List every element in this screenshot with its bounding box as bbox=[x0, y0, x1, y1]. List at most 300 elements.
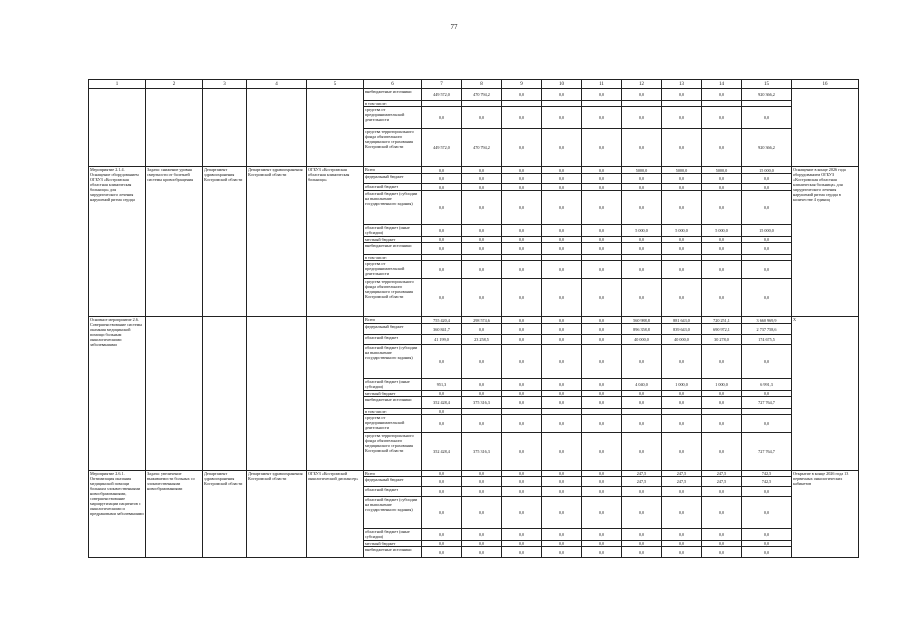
funding-value: 0,0 bbox=[742, 191, 792, 225]
funding-value: 0,0 bbox=[582, 487, 622, 497]
activity-col3: Департамент здравоохранения Костромской области bbox=[203, 471, 247, 558]
activity-col1 bbox=[89, 89, 146, 167]
funding-value: 470 794,2 bbox=[462, 129, 502, 167]
funding-value: 0,0 bbox=[582, 433, 622, 471]
column-number: 8 bbox=[462, 80, 502, 89]
funding-value: 0,0 bbox=[542, 397, 582, 409]
funding-value: 247,5 bbox=[702, 471, 742, 477]
funding-value: 0,0 bbox=[662, 243, 702, 255]
funding-value: 0,0 bbox=[502, 89, 542, 101]
funding-value: 0,0 bbox=[542, 379, 582, 391]
funding-value: 0,0 bbox=[622, 541, 662, 547]
funding-value: 30 278,0 bbox=[702, 335, 742, 345]
funding-value: 0,0 bbox=[422, 477, 462, 487]
funding-value: 1 000,0 bbox=[702, 379, 742, 391]
funding-value: 0,0 bbox=[502, 225, 542, 237]
activity-col5 bbox=[307, 89, 364, 167]
funding-value: 0,0 bbox=[422, 243, 462, 255]
column-number: 14 bbox=[702, 80, 742, 89]
funding-value: 0,0 bbox=[422, 279, 462, 317]
funding-value: 298 574,6 bbox=[462, 317, 502, 324]
expected-result: Х bbox=[792, 317, 859, 471]
funding-source-label: областной бюджет bbox=[364, 335, 422, 345]
activity-col3: Департамент здравоохранения Костромской области bbox=[203, 167, 247, 317]
funding-value: 0,0 bbox=[462, 225, 502, 237]
funding-value: 0,0 bbox=[582, 191, 622, 225]
funding-value: 0,0 bbox=[702, 529, 742, 541]
funding-value: 375 316,3 bbox=[462, 433, 502, 471]
funding-value: 0,0 bbox=[742, 184, 792, 191]
funding-value: 0,0 bbox=[582, 261, 622, 279]
funding-value: 0,0 bbox=[502, 397, 542, 409]
funding-value: 0,0 bbox=[582, 184, 622, 191]
funding-source-label: областной бюджет bbox=[364, 487, 422, 497]
funding-value: 0,0 bbox=[662, 345, 702, 379]
activity-col1: Мероприятие 2.6.1. Оптимизация оказания медицинской помощи больным злокачественными новообразованиями, совершенствование маршрутизации пациентов с онкологическими и предраковыми заболеваниями bbox=[89, 471, 146, 558]
activity-col4 bbox=[247, 89, 307, 167]
funding-value: 0,0 bbox=[422, 415, 462, 433]
funding-value: 0,0 bbox=[702, 89, 742, 101]
funding-value: 247,5 bbox=[702, 477, 742, 487]
funding-value: 247,5 bbox=[662, 471, 702, 477]
funding-value: 951,3 bbox=[422, 379, 462, 391]
funding-source-label: Всего bbox=[364, 471, 422, 477]
funding-value: 0,0 bbox=[422, 391, 462, 397]
funding-source-label: средства от предпринимательской деятельности bbox=[364, 107, 422, 129]
funding-value: 174 675,5 bbox=[742, 335, 792, 345]
funding-value: 0,0 bbox=[502, 237, 542, 243]
funding-value: 0,0 bbox=[582, 174, 622, 184]
funding-value: 0,0 bbox=[462, 477, 502, 487]
funding-value: 0,0 bbox=[622, 487, 662, 497]
funding-value: 0,0 bbox=[742, 541, 792, 547]
funding-value: 0,0 bbox=[422, 174, 462, 184]
funding-value: 0,0 bbox=[502, 317, 542, 324]
funding-value: 0,0 bbox=[542, 184, 582, 191]
funding-source-label: областной бюджет bbox=[364, 184, 422, 191]
funding-value: 0,0 bbox=[422, 261, 462, 279]
funding-value: 0,0 bbox=[502, 243, 542, 255]
funding-source-label: средства территориального фонда обязательного медицинского страхования Костромской области bbox=[364, 279, 422, 317]
funding-value: 0,0 bbox=[622, 129, 662, 167]
funding-value: 0,0 bbox=[502, 415, 542, 433]
activity-col4 bbox=[247, 317, 307, 471]
funding-value: 0,0 bbox=[542, 497, 582, 529]
funding-value: 0,0 bbox=[702, 107, 742, 129]
column-number: 16 bbox=[792, 80, 859, 89]
funding-value: 0,0 bbox=[702, 547, 742, 558]
funding-value: 470 794,2 bbox=[462, 89, 502, 101]
funding-value: 0,0 bbox=[742, 243, 792, 255]
funding-value: 0,0 bbox=[582, 279, 622, 317]
funding-value: 0,0 bbox=[622, 529, 662, 541]
funding-value: 5 000,0 bbox=[702, 225, 742, 237]
funding-value: 0,0 bbox=[422, 497, 462, 529]
funding-value: 6 991,3 bbox=[742, 379, 792, 391]
funding-value: 0,0 bbox=[622, 184, 662, 191]
column-number: 6 bbox=[364, 80, 422, 89]
funding-value: 0,0 bbox=[502, 174, 542, 184]
funding-value: 0,0 bbox=[422, 541, 462, 547]
column-number: 5 bbox=[307, 80, 364, 89]
funding-value: 0,0 bbox=[582, 324, 622, 335]
funding-value: 0,0 bbox=[702, 129, 742, 167]
funding-value: 0,0 bbox=[502, 261, 542, 279]
funding-value: 742,5 bbox=[742, 471, 792, 477]
funding-value: 0,0 bbox=[702, 279, 742, 317]
funding-value: 0,0 bbox=[502, 129, 542, 167]
table-row bbox=[89, 89, 859, 101]
funding-value: 247,5 bbox=[622, 471, 662, 477]
funding-value: 0,0 bbox=[422, 471, 462, 477]
funding-value: 0,0 bbox=[422, 529, 462, 541]
funding-value: 0,0 bbox=[702, 243, 742, 255]
funding-value: 0,0 bbox=[462, 191, 502, 225]
funding-value: 0,0 bbox=[742, 391, 792, 397]
funding-value: 0,0 bbox=[462, 379, 502, 391]
funding-value: 0,0 bbox=[462, 415, 502, 433]
funding-value: 0,0 bbox=[662, 184, 702, 191]
funding-value: 0,0 bbox=[622, 397, 662, 409]
funding-value: 0,0 bbox=[422, 547, 462, 558]
funding-value: 3 660 969,9 bbox=[742, 317, 792, 324]
funding-value: 0,0 bbox=[542, 129, 582, 167]
funding-value: 0,0 bbox=[462, 243, 502, 255]
funding-value: 0,0 bbox=[542, 191, 582, 225]
column-number: 15 bbox=[742, 80, 792, 89]
funding-source-label: областной бюджет (иные субсидии) bbox=[364, 225, 422, 237]
funding-value: 0,0 bbox=[582, 237, 622, 243]
funding-value: 0,0 bbox=[622, 433, 662, 471]
funding-value: 0,0 bbox=[582, 167, 622, 174]
funding-value: 247,5 bbox=[662, 477, 702, 487]
funding-value: 0,0 bbox=[662, 279, 702, 317]
expected-result: Открытие в конце 2026 года 13 первичных онкологических кабинетов bbox=[792, 471, 859, 558]
funding-value: 0,0 bbox=[502, 335, 542, 345]
funding-value: 0,0 bbox=[542, 324, 582, 335]
funding-value: 0,0 bbox=[462, 345, 502, 379]
funding-value: 0,0 bbox=[662, 261, 702, 279]
funding-value: 0,0 bbox=[422, 184, 462, 191]
funding-value: 0,0 bbox=[502, 541, 542, 547]
funding-value: 0,0 bbox=[422, 191, 462, 225]
funding-value: 0,0 bbox=[542, 279, 582, 317]
funding-source-label: Всего bbox=[364, 317, 422, 324]
funding-source-label: федеральный бюджет bbox=[364, 324, 422, 335]
activity-col3 bbox=[203, 317, 247, 471]
funding-value: 0,0 bbox=[542, 541, 582, 547]
funding-value: 247,5 bbox=[622, 477, 662, 487]
funding-value: 0,0 bbox=[662, 174, 702, 184]
column-number: 2 bbox=[146, 80, 203, 89]
funding-value: 449 572,0 bbox=[422, 89, 462, 101]
funding-value: 0,0 bbox=[742, 174, 792, 184]
funding-value: 0,0 bbox=[742, 497, 792, 529]
funding-value: 0,0 bbox=[622, 174, 662, 184]
funding-value: 0,0 bbox=[662, 237, 702, 243]
column-number-row bbox=[89, 80, 859, 89]
funding-source-label: внебюджетные источники bbox=[364, 243, 422, 255]
funding-value: 0,0 bbox=[462, 237, 502, 243]
funding-value: 0,0 bbox=[422, 225, 462, 237]
funding-value: 0,0 bbox=[462, 261, 502, 279]
funding-value: 0,0 bbox=[502, 345, 542, 379]
activity-col2: Задача: снижение уровня смертности от болезней системы кровообращения bbox=[146, 167, 203, 317]
funding-value: 0,0 bbox=[542, 225, 582, 237]
funding-value: 0,0 bbox=[702, 541, 742, 547]
funding-value: 0,0 bbox=[742, 345, 792, 379]
funding-value: 0,0 bbox=[542, 433, 582, 471]
funding-source-label: местный бюджет bbox=[364, 391, 422, 397]
funding-value: 0,0 bbox=[622, 191, 662, 225]
funding-value: 720 251,1 bbox=[702, 317, 742, 324]
funding-source-label: в том числе: bbox=[364, 409, 422, 415]
funding-value: 0,0 bbox=[462, 279, 502, 317]
funding-value: 23 258,5 bbox=[462, 335, 502, 345]
funding-value: 40 000,0 bbox=[622, 335, 662, 345]
funding-source-label: внебюджетные источники bbox=[364, 89, 422, 101]
funding-value: 1 000,0 bbox=[662, 379, 702, 391]
activity-col1: Основное мероприятие 2.6. Совершенствование системы оказания медицинской помощи больным онкологическими заболеваниями bbox=[89, 317, 146, 471]
funding-value: 0,0 bbox=[702, 487, 742, 497]
funding-source-label: областной бюджет (субсидии на выполнение государственного задания) bbox=[364, 191, 422, 225]
column-number: 7 bbox=[422, 80, 462, 89]
funding-value: 0,0 bbox=[662, 107, 702, 129]
funding-value: 352 428,4 bbox=[422, 433, 462, 471]
funding-value: 360 841,7 bbox=[422, 324, 462, 335]
funding-value: 0,0 bbox=[422, 487, 462, 497]
funding-value: 0,0 bbox=[582, 477, 622, 487]
funding-value: 0,0 bbox=[422, 237, 462, 243]
funding-value: 0,0 bbox=[742, 279, 792, 317]
funding-value: 0,0 bbox=[622, 391, 662, 397]
funding-value: 0,0 bbox=[502, 487, 542, 497]
funding-value: 0,0 bbox=[462, 471, 502, 477]
funding-value: 2 737 758,6 bbox=[742, 324, 792, 335]
funding-value: 5000,0 bbox=[702, 167, 742, 174]
funding-value: 0,0 bbox=[542, 471, 582, 477]
funding-value: 0,0 bbox=[502, 279, 542, 317]
funding-value: 0,0 bbox=[542, 107, 582, 129]
funding-value: 0,0 bbox=[662, 529, 702, 541]
activity-col2 bbox=[146, 89, 203, 167]
funding-value: 0,0 bbox=[622, 107, 662, 129]
funding-source-label: внебюджетные источники bbox=[364, 547, 422, 558]
funding-value: 0,0 bbox=[702, 191, 742, 225]
funding-value: 0,0 bbox=[502, 391, 542, 397]
funding-value: 5 000,0 bbox=[662, 225, 702, 237]
funding-value: 0,0 bbox=[502, 107, 542, 129]
funding-value: 0,0 bbox=[582, 345, 622, 379]
funding-value: 0,0 bbox=[582, 471, 622, 477]
funding-value: 0,0 bbox=[742, 529, 792, 541]
activity-col3 bbox=[203, 89, 247, 167]
activity-col5: ОГБУЗ «Костромской онкологический диспансер» bbox=[307, 471, 364, 558]
funding-value: 0,0 bbox=[542, 335, 582, 345]
column-number: 3 bbox=[203, 80, 247, 89]
funding-value: 0,0 bbox=[622, 497, 662, 529]
funding-source-label: внебюджетные источники bbox=[364, 397, 422, 409]
funding-value: 0,0 bbox=[542, 317, 582, 324]
funding-source-label: местный бюджет bbox=[364, 541, 422, 547]
funding-value: 0,0 bbox=[582, 497, 622, 529]
funding-value: 0,0 bbox=[742, 107, 792, 129]
activity-col2: Задача: увеличение выживаемости больных со злокачественными новообразованиями bbox=[146, 471, 203, 558]
funding-value: 727 764,7 bbox=[742, 397, 792, 409]
funding-value: 0,0 bbox=[582, 225, 622, 237]
funding-value: 0,0 bbox=[462, 174, 502, 184]
funding-value: 449 572,0 bbox=[422, 129, 462, 167]
funding-value: 0,0 bbox=[462, 529, 502, 541]
funding-value: 0,0 bbox=[422, 409, 462, 415]
activity-col2 bbox=[146, 317, 203, 471]
funding-value: 0,0 bbox=[622, 89, 662, 101]
funding-value: 40 000,0 bbox=[662, 335, 702, 345]
funding-source-label: местный бюджет bbox=[364, 237, 422, 243]
funding-source-label: областной бюджет (иные субсидии) bbox=[364, 529, 422, 541]
funding-source-label: областной бюджет (иные субсидии) bbox=[364, 379, 422, 391]
funding-value: 0,0 bbox=[462, 167, 502, 174]
funding-value: 0,0 bbox=[542, 487, 582, 497]
funding-value: 690 972,1 bbox=[702, 324, 742, 335]
funding-source-label: средства территориального фонда обязательного медицинского страхования Костромской области bbox=[364, 433, 422, 471]
funding-value: 896 358,8 bbox=[622, 324, 662, 335]
funding-source-label: в том числе: bbox=[364, 255, 422, 261]
funding-value: 0,0 bbox=[582, 541, 622, 547]
funding-value: 0,0 bbox=[502, 433, 542, 471]
table-row bbox=[89, 317, 859, 324]
funding-source-label: в том числе: bbox=[364, 101, 422, 107]
funding-value: 0,0 bbox=[662, 391, 702, 397]
funding-value: 5 000,0 bbox=[622, 225, 662, 237]
funding-value: 0,0 bbox=[702, 261, 742, 279]
funding-value: 0,0 bbox=[582, 379, 622, 391]
activity-col4: Департамент здравоохранения Костромской области bbox=[247, 167, 307, 317]
column-number: 12 bbox=[622, 80, 662, 89]
funding-value: 0,0 bbox=[422, 167, 462, 174]
page-number: 77 bbox=[450, 23, 458, 31]
funding-source-label: средства от предпринимательской деятельности bbox=[364, 415, 422, 433]
funding-value: 0,0 bbox=[662, 89, 702, 101]
activity-col5 bbox=[307, 317, 364, 471]
funding-value: 0,0 bbox=[542, 237, 582, 243]
funding-value: 0,0 bbox=[662, 129, 702, 167]
column-number: 4 bbox=[247, 80, 307, 89]
funding-value: 0,0 bbox=[702, 397, 742, 409]
funding-source-label: средства от предпринимательской деятельности bbox=[364, 261, 422, 279]
funding-value: 0,0 bbox=[502, 167, 542, 174]
funding-value: 0,0 bbox=[582, 547, 622, 558]
funding-value: 0,0 bbox=[742, 237, 792, 243]
funding-value: 0,0 bbox=[582, 129, 622, 167]
funding-source-label: федеральный бюджет bbox=[364, 477, 422, 487]
funding-value: 0,0 bbox=[502, 547, 542, 558]
funding-value: 0,0 bbox=[582, 107, 622, 129]
funding-value: 0,0 bbox=[502, 324, 542, 335]
funding-value: 0,0 bbox=[462, 324, 502, 335]
column-number: 1 bbox=[89, 80, 146, 89]
funding-value: 5000,0 bbox=[622, 167, 662, 174]
funding-value: 0,0 bbox=[582, 415, 622, 433]
funding-value: 0,0 bbox=[702, 174, 742, 184]
funding-value: 0,0 bbox=[502, 477, 542, 487]
funding-value: 920 366,2 bbox=[742, 89, 792, 101]
expected-result bbox=[792, 89, 859, 167]
funding-value: 727 764,7 bbox=[742, 433, 792, 471]
funding-value: 0,0 bbox=[622, 243, 662, 255]
funding-value: 0,0 bbox=[622, 345, 662, 379]
funding-value: 0,0 bbox=[582, 391, 622, 397]
funding-value: 0,0 bbox=[462, 541, 502, 547]
funding-value: 0,0 bbox=[422, 345, 462, 379]
funding-value: 0,0 bbox=[542, 243, 582, 255]
funding-source-label: Всего bbox=[364, 167, 422, 174]
funding-value: 0,0 bbox=[502, 497, 542, 529]
funding-value: 0,0 bbox=[542, 345, 582, 379]
budget-table bbox=[88, 79, 859, 558]
funding-value: 0,0 bbox=[582, 529, 622, 541]
funding-value: 15 000,0 bbox=[742, 225, 792, 237]
funding-value: 0,0 bbox=[702, 415, 742, 433]
funding-value: 0,0 bbox=[582, 89, 622, 101]
expected-result: Оснащение в конце 2026 года оборудованием ОГБУЗ «Костромская областная клиническая больница» для хирургического лечения нарушений ритма сердца в количестве 4 единиц bbox=[792, 167, 859, 317]
funding-value: 0,0 bbox=[702, 391, 742, 397]
activity-col4: Департамент здравоохранения Костромской области bbox=[247, 471, 307, 558]
funding-source-label: областной бюджет (субсидии на выполнение государственного задания) bbox=[364, 497, 422, 529]
table-row bbox=[89, 167, 859, 174]
funding-value: 375 316,3 bbox=[462, 397, 502, 409]
funding-value: 0,0 bbox=[582, 317, 622, 324]
funding-value: 0,0 bbox=[502, 471, 542, 477]
funding-value: 5000,0 bbox=[662, 167, 702, 174]
funding-value: 0,0 bbox=[662, 191, 702, 225]
funding-value: 839 643,0 bbox=[662, 324, 702, 335]
funding-value: 0,0 bbox=[542, 261, 582, 279]
funding-value: 0,0 bbox=[462, 497, 502, 529]
funding-value: 0,0 bbox=[742, 487, 792, 497]
funding-value: 0,0 bbox=[542, 415, 582, 433]
funding-value: 0,0 bbox=[622, 261, 662, 279]
funding-value: 0,0 bbox=[742, 261, 792, 279]
funding-value: 0,0 bbox=[542, 477, 582, 487]
funding-value: 0,0 bbox=[502, 184, 542, 191]
funding-value: 920 366,2 bbox=[742, 129, 792, 167]
funding-value: 0,0 bbox=[662, 397, 702, 409]
funding-value: 0,0 bbox=[542, 174, 582, 184]
funding-value: 0,0 bbox=[542, 167, 582, 174]
funding-value: 0,0 bbox=[462, 184, 502, 191]
funding-value: 0,0 bbox=[742, 415, 792, 433]
funding-value: 560 988,8 bbox=[622, 317, 662, 324]
funding-value: 0,0 bbox=[702, 237, 742, 243]
funding-value: 0,0 bbox=[622, 547, 662, 558]
funding-value: 0,0 bbox=[662, 547, 702, 558]
column-number: 9 bbox=[502, 80, 542, 89]
activity-col5: ОГБУЗ «Костромская областная клиническая больница» bbox=[307, 167, 364, 317]
funding-value: 0,0 bbox=[702, 497, 742, 529]
funding-value: 0,0 bbox=[702, 184, 742, 191]
funding-value: 0,0 bbox=[582, 397, 622, 409]
funding-value: 15 000,0 bbox=[742, 167, 792, 174]
funding-source-label: областной бюджет (субсидии на выполнение государственного задания) bbox=[364, 345, 422, 379]
funding-value: 0,0 bbox=[662, 487, 702, 497]
funding-value: 0,0 bbox=[702, 433, 742, 471]
column-number: 10 bbox=[542, 80, 582, 89]
funding-value: 0,0 bbox=[542, 529, 582, 541]
funding-value: 0,0 bbox=[702, 345, 742, 379]
funding-value: 41 199,0 bbox=[422, 335, 462, 345]
funding-value: 0,0 bbox=[662, 497, 702, 529]
